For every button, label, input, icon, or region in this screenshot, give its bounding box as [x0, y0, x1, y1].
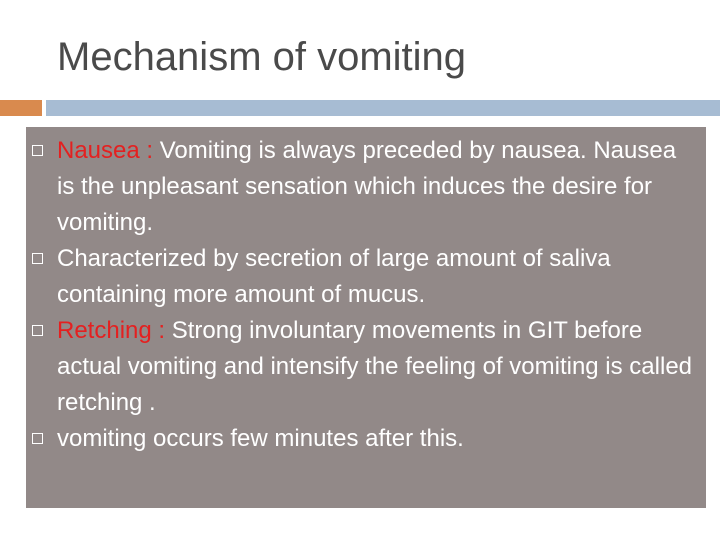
- term-retching: Retching :: [57, 317, 172, 344]
- accent-bar-left: [0, 100, 42, 116]
- square-bullet-icon: [32, 253, 43, 264]
- slide-title: Mechanism of vomiting: [57, 35, 467, 79]
- bullet-item-retching: [26, 313, 706, 421]
- bullet-text: Strong involuntary movements in GIT before actual vomiting and intensify the feeling of vomiting is called retching .: [57, 317, 693, 416]
- accent-bar-right: [46, 100, 720, 116]
- bullet-item-vomiting: [26, 421, 706, 457]
- bullet-text: Characterized by secretion of large amount of saliva containing more amount of mucus.: [57, 245, 611, 308]
- bullet-item-nausea: [26, 133, 706, 241]
- square-bullet-icon: [32, 145, 43, 156]
- bullet-item-characterized: [26, 241, 706, 313]
- term-nausea: Nausea :: [57, 137, 160, 164]
- square-bullet-icon: [32, 325, 43, 336]
- bullet-text: Vomiting is always preceded by nausea. Nausea is the unpleasant sensation which induces the desire for vomiting.: [57, 137, 677, 236]
- square-bullet-icon: [32, 433, 43, 444]
- bullet-list: [26, 133, 706, 457]
- bullet-text: vomiting occurs few minutes after this.: [57, 425, 464, 452]
